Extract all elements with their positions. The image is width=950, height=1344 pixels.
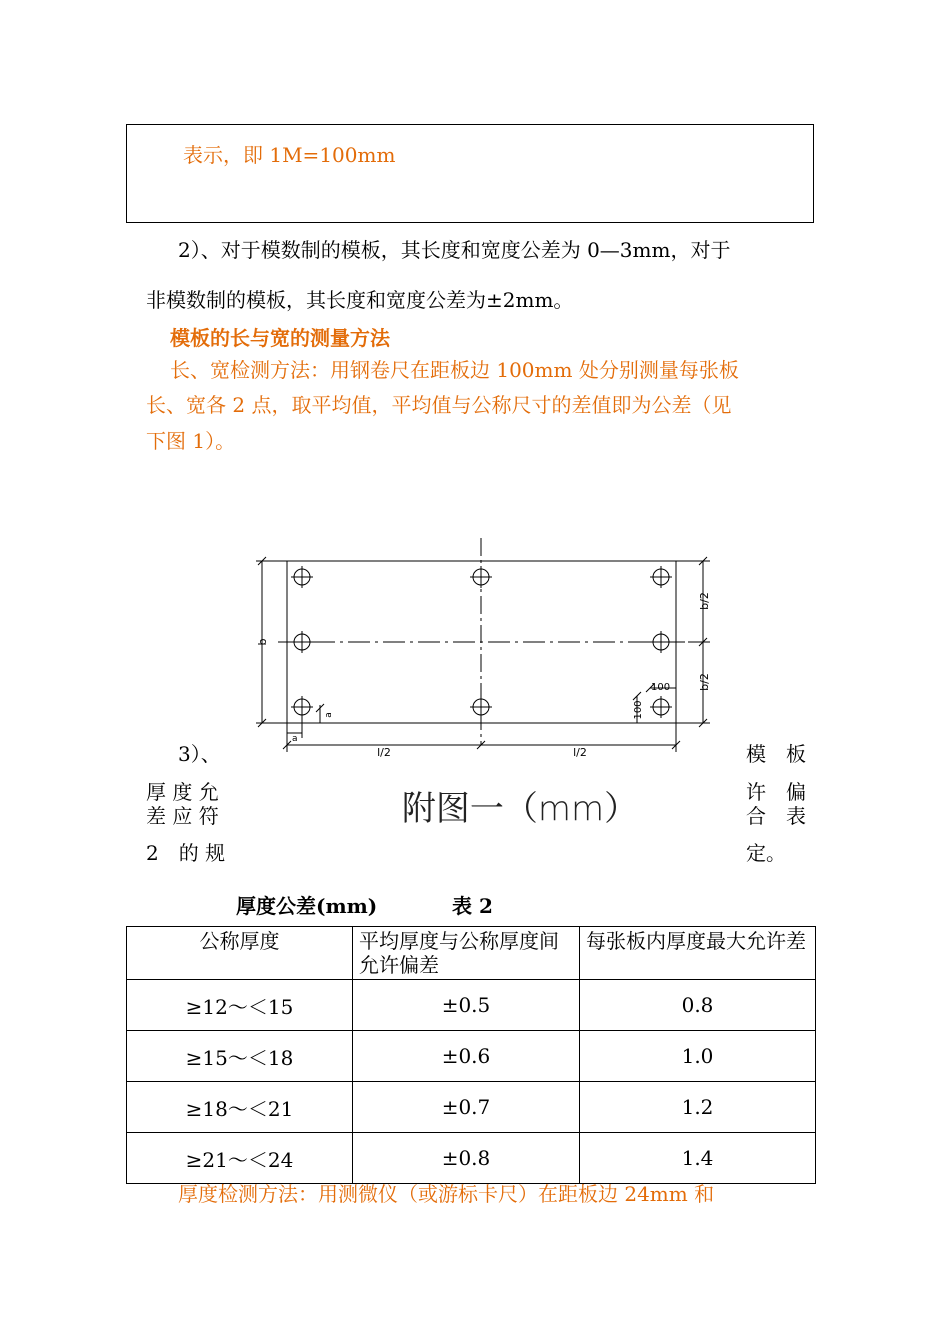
point-top-center [470, 566, 492, 588]
label-b-half-top: b/2 [698, 592, 711, 610]
header-max-difference: 每张板内厚度最大允许差 [580, 927, 816, 980]
label-100-vertical: 100 [633, 700, 644, 720]
label-a-left: a [324, 712, 334, 718]
cell-deviation: ±0.7 [353, 1082, 580, 1133]
measure-line3: 下图 1）。 [146, 429, 236, 453]
cell-deviation: ±0.6 [353, 1031, 580, 1082]
measurement-diagram [250, 530, 720, 840]
cell-max-diff: 0.8 [580, 980, 816, 1031]
label-l-half-left: l/2 [377, 746, 391, 759]
table-caption: 厚度公差(mm) [236, 894, 378, 918]
measure-heading: 模板的长与宽的测量方法 [170, 326, 390, 350]
header-average-deviation: 平均厚度与公称厚度间允许偏差 [353, 927, 580, 980]
label-b: b [256, 638, 269, 646]
table-row [127, 1082, 816, 1133]
point-mid-left [291, 631, 313, 653]
point-top-right [650, 566, 672, 588]
label-100-horizontal: 100 [651, 682, 671, 693]
point-top-left [291, 566, 313, 588]
section3-left-3: 差 应 符 [146, 804, 219, 828]
cell-max-diff: 1.0 [580, 1031, 816, 1082]
cell-max-diff: 1.2 [580, 1082, 816, 1133]
label-b-half-bottom: b/2 [698, 673, 711, 691]
table-number: 表 2 [452, 894, 493, 918]
cell-nominal: ≥18～＜21 [127, 1082, 353, 1133]
section2-line1: 2）、对于模数制的模板，其长度和宽度公差为 0—3mm，对于 [178, 238, 731, 262]
cell-nominal: ≥12～＜15 [127, 980, 353, 1031]
section3-right-2: 许 偏 [746, 780, 806, 804]
thickness-method-line1: 厚度检测方法：用测微仪（或游标卡尺）在距板边 24mm 和 [178, 1182, 715, 1206]
thickness-tolerance-table [126, 926, 816, 1184]
section3-left-1: 3）、 [178, 742, 221, 766]
section3-right-1: 模 板 [746, 742, 806, 766]
cell-nominal: ≥15～＜18 [127, 1031, 353, 1082]
measure-line2: 长、宽各 2 点，取平均值，平均值与公称尺寸的差值即为公差（见 [146, 393, 732, 417]
section3-left-4: 2 的 规 [146, 841, 226, 865]
point-bottom-center [470, 696, 492, 718]
point-mid-right [650, 631, 672, 653]
cell-nominal: ≥21～＜24 [127, 1133, 353, 1184]
table-header-row [127, 927, 816, 980]
measure-line1: 长、宽检测方法：用钢卷尺在距板边 100mm 处分别测量每张板 [170, 358, 739, 382]
section3-left-2: 厚 度 允 [146, 780, 219, 804]
label-a-bottom: a [292, 734, 298, 744]
label-l-half-right: l/2 [573, 746, 587, 759]
section3-right-4: 定。 [746, 841, 786, 865]
cell-deviation: ±0.5 [353, 980, 580, 1031]
table-row [127, 1031, 816, 1082]
table-row [127, 980, 816, 1031]
figure-caption: 附图一（mm） [401, 789, 639, 829]
note-box [126, 124, 814, 223]
section3-right-3: 合 表 [746, 804, 806, 828]
point-bottom-right [650, 696, 672, 718]
section2-line2: 非模数制的模板，其长度和宽度公差为±2mm。 [146, 288, 574, 312]
header-nominal-thickness: 公称厚度 [127, 927, 353, 980]
note-box-text: 表示，即 1M=100mm [183, 143, 396, 167]
point-bottom-left [291, 696, 313, 718]
table-row [127, 1133, 816, 1184]
cell-deviation: ±0.8 [353, 1133, 580, 1184]
cell-max-diff: 1.4 [580, 1133, 816, 1184]
